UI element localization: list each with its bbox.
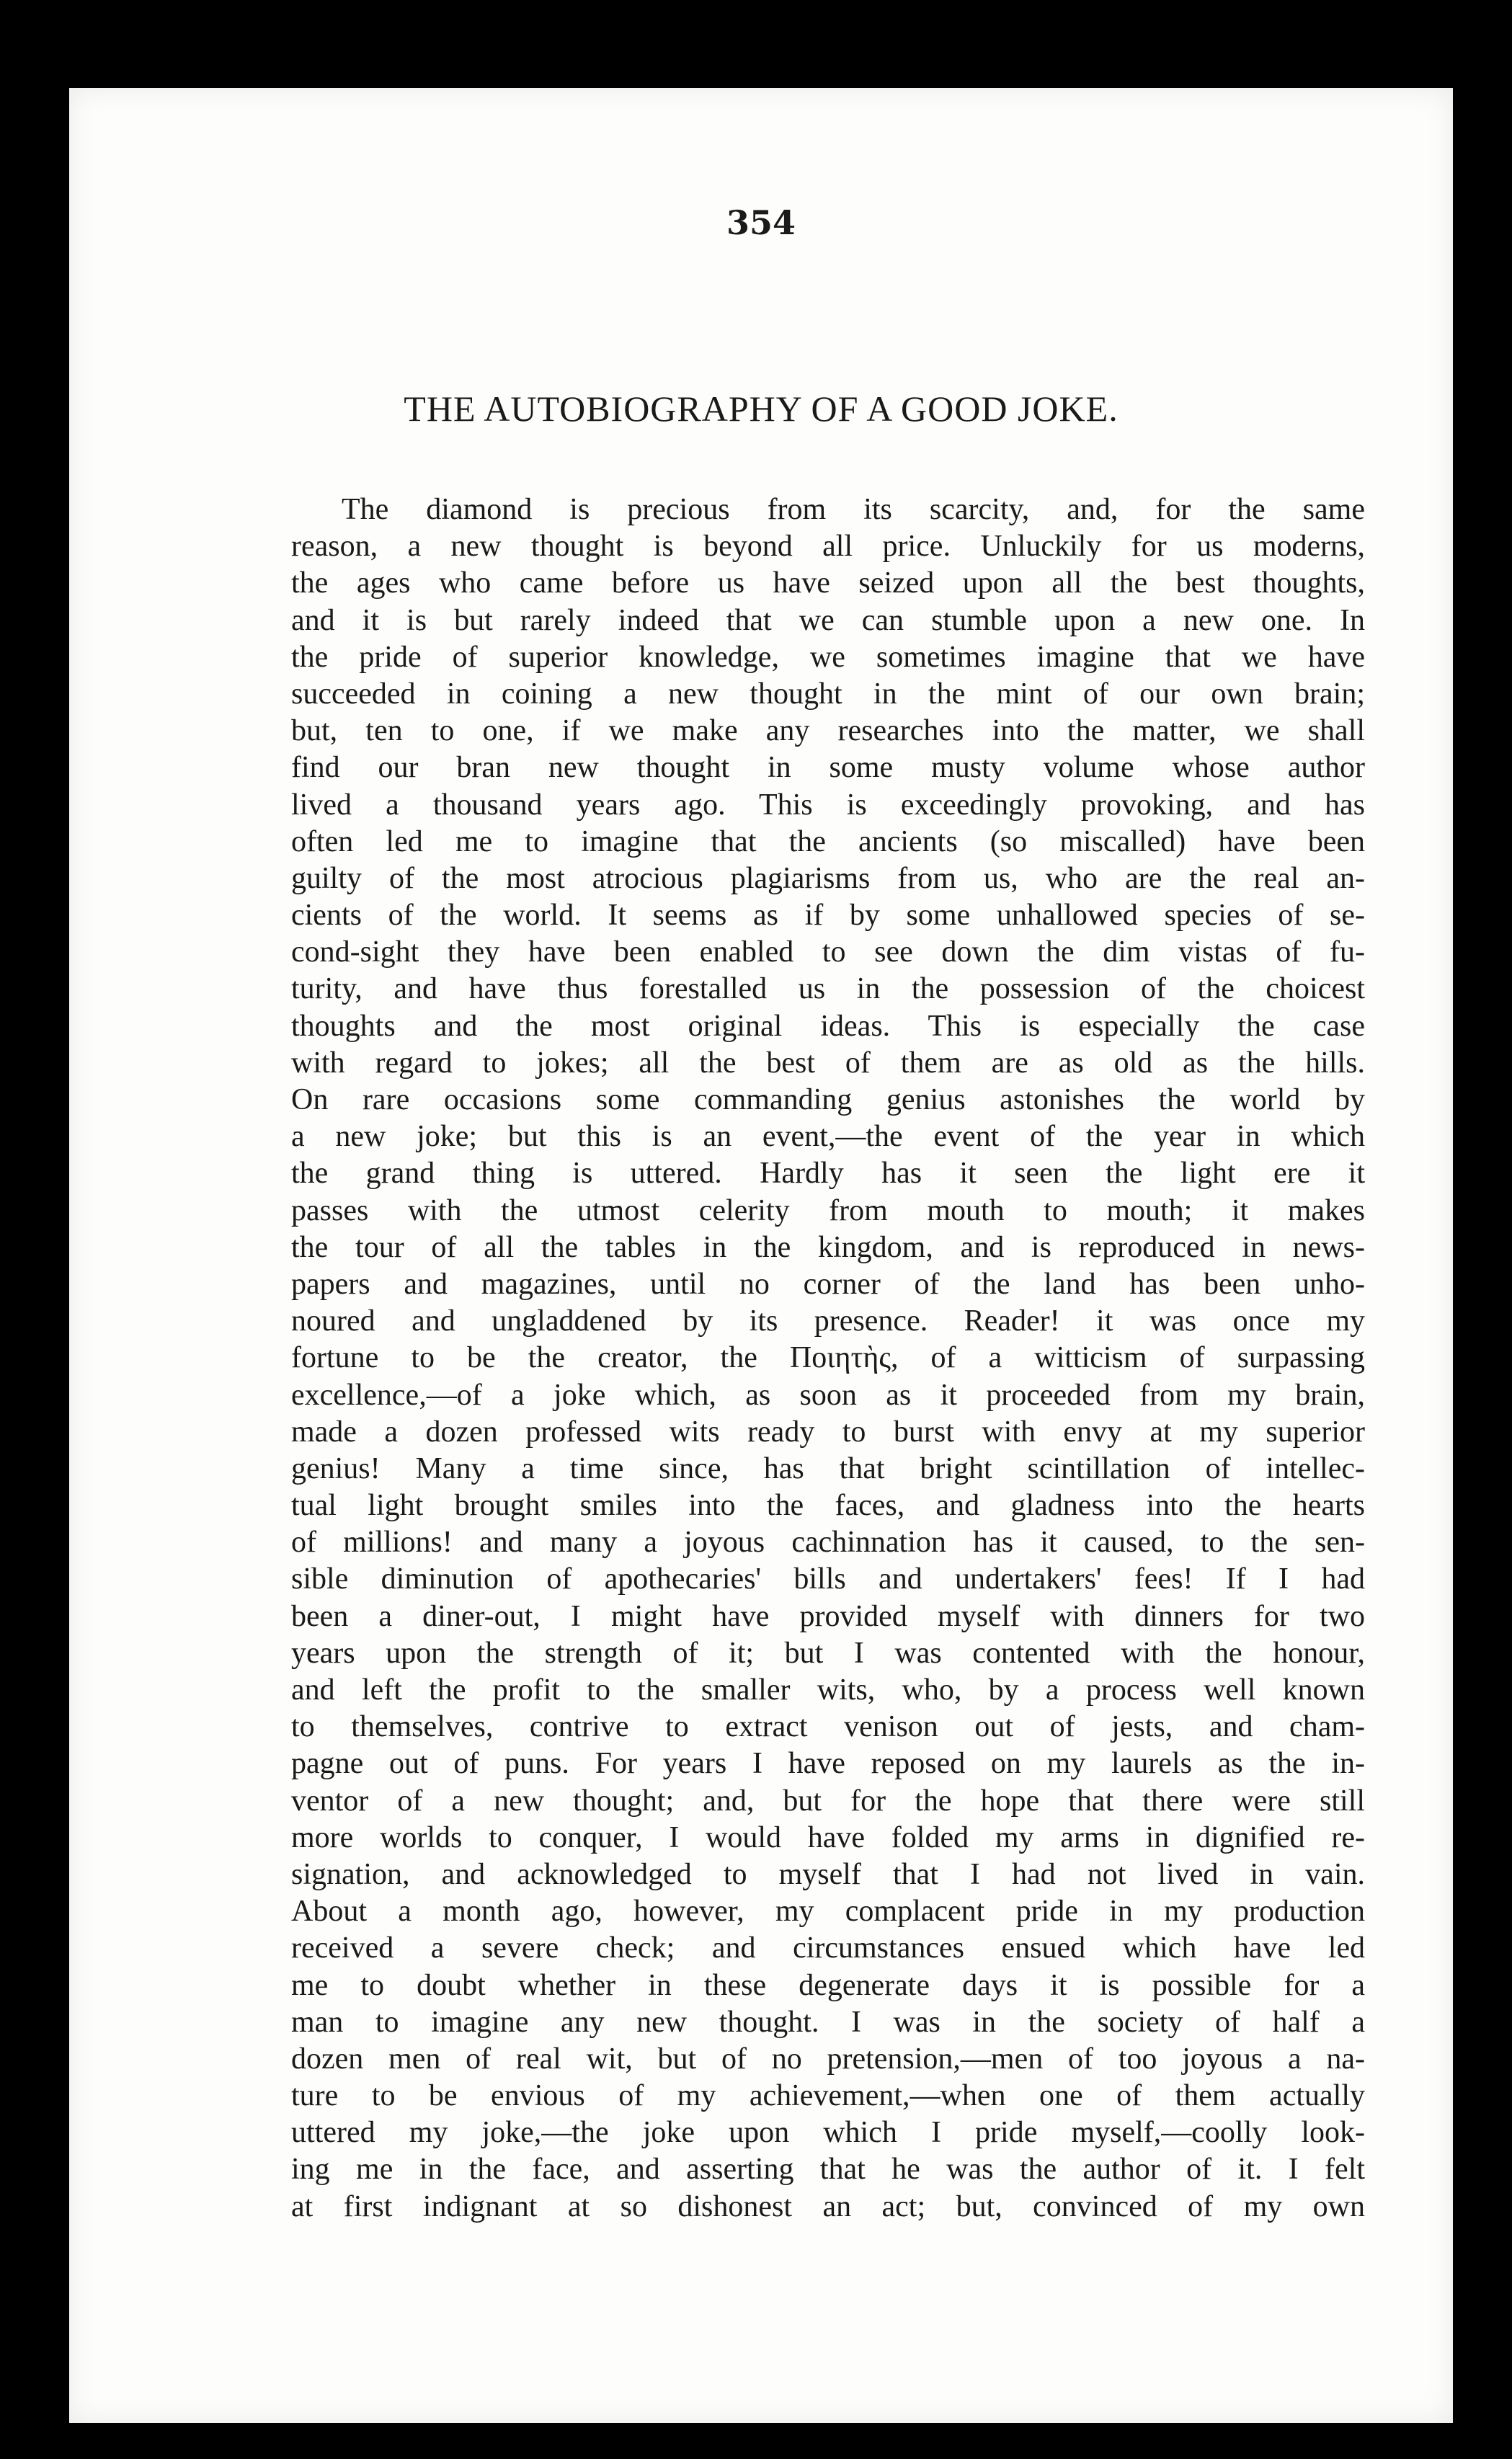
text-line: On rare occasions some commanding genius astonishes the world by [291,1083,1365,1116]
text-line: made a dozen professed wits ready to burst with envy at my superior [291,1415,1365,1449]
text-line: the tour of all the tables in the kingdom, and is reproduced in news- [291,1230,1365,1264]
text-line: to themselves, contrive to extract venison out of jests, and cham- [291,1710,1365,1744]
text-line: succeeded in coining a new thought in the mint of our own brain; [291,677,1365,711]
text-line: the grand thing is uttered. Hardly has it seen the light ere it [291,1157,1365,1191]
text-line: ing me in the face, and asserting that he was the author of it. I felt [291,2153,1365,2187]
page-number: 354 [726,203,796,242]
text-line: tual light brought smiles into the faces, and gladness into the hearts [291,1489,1365,1523]
text-line: excellence,—of a joke which, as soon as it proceeded from my brain, [291,1378,1365,1412]
text-line: noured and ungladdened by its presence. Reader! it was once my [291,1304,1365,1338]
text-line: but, ten to one, if we make any researches into the matter, we shall [291,714,1365,748]
text-line: with regard to jokes; all the best of them are as old as the hills. [291,1046,1365,1080]
text-line: turity, and have thus forestalled us in the possession of the choicest [291,972,1365,1006]
text-line: sible diminution of apothecaries' bills and undertakers' fees! If I had [291,1562,1365,1596]
text-line: About a month ago, however, my complacent pride in my production [291,1895,1365,1929]
text-line: years upon the strength of it; but I was contented with the honour, [291,1636,1365,1670]
text-line: received a severe check; and circumstances ensued which have led [291,1931,1365,1965]
text-line: more worlds to conquer, I would have folded my arms in dignified re- [291,1820,1365,1854]
text-line: at first indignant at so dishonest an act; but, convinced of my own [291,2189,1365,2223]
text-line: fortune to be the creator, the Ποιητὴς, of a witticism of surpassing [291,1341,1365,1375]
article-title: THE AUTOBIOGRAPHY OF A GOOD JOKE. [404,388,1119,429]
text-line: find our bran new thought in some musty volume whose author [291,751,1365,785]
text-line: and it is but rarely indeed that we can stumble upon a new one. In [291,603,1365,637]
text-line: thoughts and the most original ideas. This is especially the case [291,1009,1365,1043]
text-line: and left the profit to the smaller wits, who, by a process well known [291,1673,1365,1707]
text-line: passes with the utmost celerity from mouth to mouth; it makes [291,1193,1365,1227]
text-line: genius! Many a time since, has that bright scintillation of intellec- [291,1451,1365,1485]
text-line: dozen men of real wit, but of no pretension,—men of too joyous a na- [291,2042,1365,2076]
text-line: papers and magazines, until no corner of the land has been unho- [291,1267,1365,1301]
text-line: cients of the world. It seems as if by some unhallowed species of se- [291,899,1365,933]
text-line: of millions! and many a joyous cachinnation has it caused, to the sen- [291,1526,1365,1560]
text-line: The diamond is precious from its scarcity, and, for the same [342,493,1365,526]
text-line: me to doubt whether in these degenerate days it is possible for a [291,1968,1365,2002]
text-line: a new joke; but this is an event,—the event of the year in which [291,1120,1365,1154]
text-line: ture to be envious of my achievement,—when one of them actually [291,2079,1365,2113]
text-line: uttered my joke,—the joke upon which I pride myself,—coolly look- [291,2116,1365,2150]
text-line: signation, and acknowledged to myself that I had not lived in vain. [291,1857,1365,1891]
text-line: often led me to imagine that the ancients (so miscalled) have been [291,824,1365,858]
text-line: been a diner-out, I might have provided myself with dinners for two [291,1599,1365,1633]
text-line: pagne out of puns. For years I have reposed on my laurels as the in- [291,1747,1365,1781]
text-line: man to imagine any new thought. I was in the society of half a [291,2005,1365,2039]
text-line: the pride of superior knowledge, we sometimes imagine that we have [291,640,1365,674]
text-line: guilty of the most atrocious plagiarisms from us, who are the real an- [291,861,1365,895]
text-line: cond-sight they have been enabled to see down the dim vistas of fu- [291,935,1365,969]
text-line: the ages who came before us have seized upon all the best thoughts, [291,566,1365,600]
text-line: lived a thousand years ago. This is exceedingly provoking, and has [291,788,1365,822]
text-line: reason, a new thought is beyond all price. Unluckily for us moderns, [291,530,1365,564]
article-body [291,492,1365,2225]
text-line: ventor of a new thought; and, but for the hope that there were still [291,1784,1365,1818]
